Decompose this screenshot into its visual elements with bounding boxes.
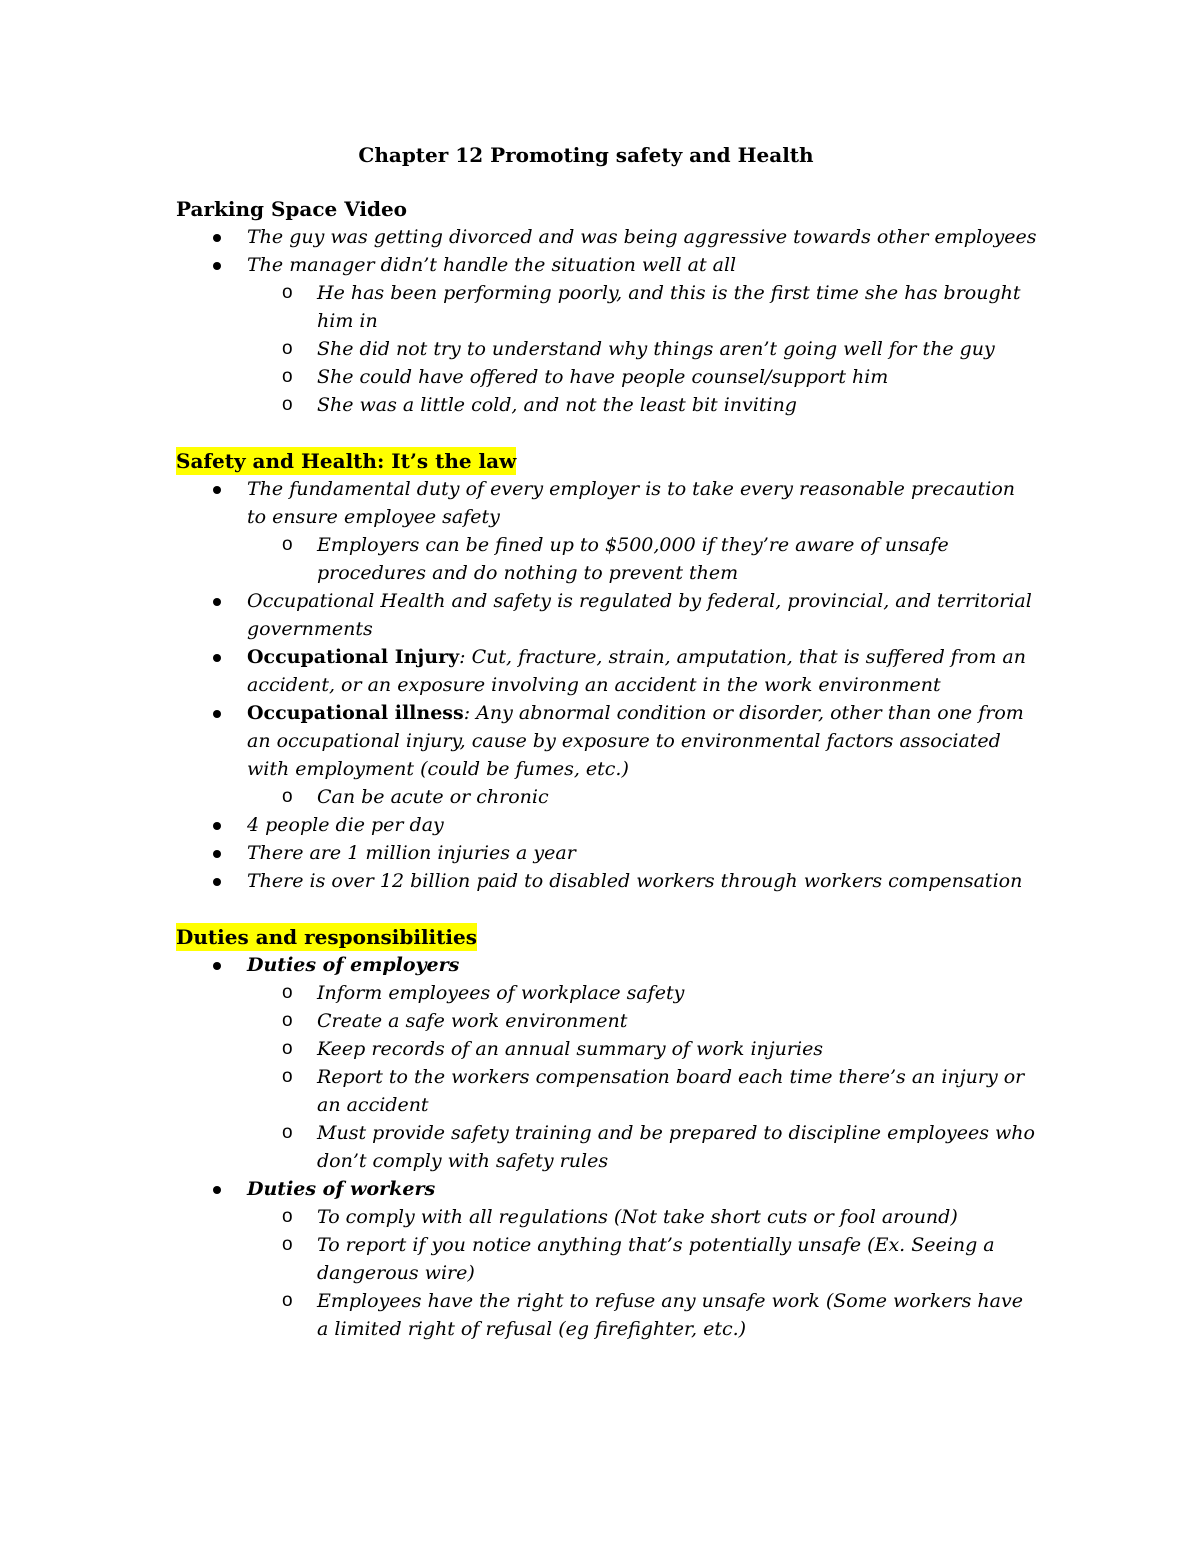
bullet-icon <box>213 654 221 662</box>
list-item: The guy was getting divorced and was being aggressive towards other employees <box>176 223 1037 251</box>
section-heading: Safety and Health: It’s the law <box>176 449 517 473</box>
list-item: The fundamental duty of every employer is to take every reasonable precaution to ensure employee safety <box>176 475 1037 531</box>
document-page <box>176 140 1036 1371</box>
term-occupational-illness: Occupational illness <box>247 702 464 724</box>
section-heading: Parking Space Video <box>176 197 408 221</box>
bullet-icon <box>213 234 221 242</box>
list-item <box>176 1175 1037 1203</box>
bullet-list <box>176 475 1036 895</box>
definition-occupational-illness: : Any abnormal condition or disorder, other than one from an occupational injury, cause by exposure to environmental factors associated with employment (could be fumes, etc.) <box>247 702 1024 780</box>
list-item: There is over 12 billion paid to disabled workers through workers compensation <box>176 867 1037 895</box>
sub-bullet-icon: o <box>282 534 293 555</box>
sub-list-item: o Can be acute or chronic <box>176 783 1037 811</box>
sub-bullet-icon: o <box>282 1066 293 1087</box>
sub-list-item: o Keep records of an annual summary of work injuries <box>176 1035 1037 1063</box>
sub-bullet-icon: o <box>282 338 293 359</box>
bullet-icon <box>213 486 221 494</box>
duties-of-workers-label: Duties of workers <box>247 1178 436 1200</box>
bullet-icon <box>213 262 221 270</box>
page-title: Chapter 12 Promoting safety and Health <box>358 143 814 167</box>
sub-list-item: o To comply with all regulations (Not take short cuts or fool around) <box>176 1203 1037 1231</box>
sub-bullet-icon: o <box>282 1290 293 1311</box>
bullet-icon <box>213 850 221 858</box>
bullet-icon <box>213 822 221 830</box>
sub-list-item: o Must provide safety training and be prepared to discipline employees who don’t comply with safety rules <box>176 1119 1037 1175</box>
sub-bullet-icon: o <box>282 394 293 415</box>
sub-bullet-icon: o <box>282 982 293 1003</box>
section-parking-space-video <box>176 195 1036 419</box>
sub-list-item: o He has been performing poorly, and this is the first time she has brought him in <box>176 279 1037 335</box>
sub-bullet-icon: o <box>282 1038 293 1059</box>
list-item: 4 people die per day <box>176 811 1037 839</box>
sub-bullet-icon: o <box>282 786 293 807</box>
sub-bullet-icon: o <box>282 282 293 303</box>
bullet-icon <box>213 878 221 886</box>
bullet-list <box>176 223 1036 419</box>
term-occupational-injury: Occupational Injury <box>247 646 460 668</box>
sub-list-item: o She could have offered to have people counsel/support him <box>176 363 1037 391</box>
sub-bullet-icon: o <box>282 1122 293 1143</box>
sub-bullet-icon: o <box>282 1206 293 1227</box>
definition-occupational-injury: : Cut, fracture, strain, amputation, that is suffered from an accident, or an exposure involving an accident in the work environment <box>247 646 1026 696</box>
bullet-icon <box>213 1186 221 1194</box>
bullet-icon <box>213 710 221 718</box>
section-duties-and-responsibilities <box>176 923 1036 1343</box>
section-safety-and-health-law <box>176 447 1036 895</box>
section-heading: Duties and responsibilities <box>176 925 477 949</box>
sub-list-item: o She was a little cold, and not the least bit inviting <box>176 391 1037 419</box>
sub-list-item: o Employees have the right to refuse any unsafe work (Some workers have a limited right of refusal (eg firefighter, etc.) <box>176 1287 1037 1343</box>
list-item <box>176 951 1037 979</box>
bullet-icon <box>213 598 221 606</box>
sub-list-item: o She did not try to understand why things aren’t going well for the guy <box>176 335 1037 363</box>
sub-list-item: o Inform employees of workplace safety <box>176 979 1037 1007</box>
sub-list-item: o Employers can be fined up to $500,000 if they’re aware of unsafe procedures and do nothing to prevent them <box>176 531 1037 587</box>
sub-bullet-icon: o <box>282 1010 293 1031</box>
sub-bullet-icon: o <box>282 1234 293 1255</box>
list-item <box>176 699 1037 783</box>
list-item <box>176 643 1037 699</box>
list-item: The manager didn’t handle the situation well at all <box>176 251 1037 279</box>
sub-list-item: o To report if you notice anything that’s potentially unsafe (Ex. Seeing a dangerous wire) <box>176 1231 1037 1287</box>
list-item: Occupational Health and safety is regulated by federal, provincial, and territorial governments <box>176 587 1037 643</box>
sub-bullet-icon: o <box>282 366 293 387</box>
duties-of-employers-label: Duties of employers <box>247 954 460 976</box>
bullet-list <box>176 951 1036 1343</box>
sub-list-item: o Report to the workers compensation board each time there’s an injury or an accident <box>176 1063 1037 1119</box>
bullet-icon <box>213 962 221 970</box>
list-item: There are 1 million injuries a year <box>176 839 1037 867</box>
sub-list-item: o Create a safe work environment <box>176 1007 1037 1035</box>
